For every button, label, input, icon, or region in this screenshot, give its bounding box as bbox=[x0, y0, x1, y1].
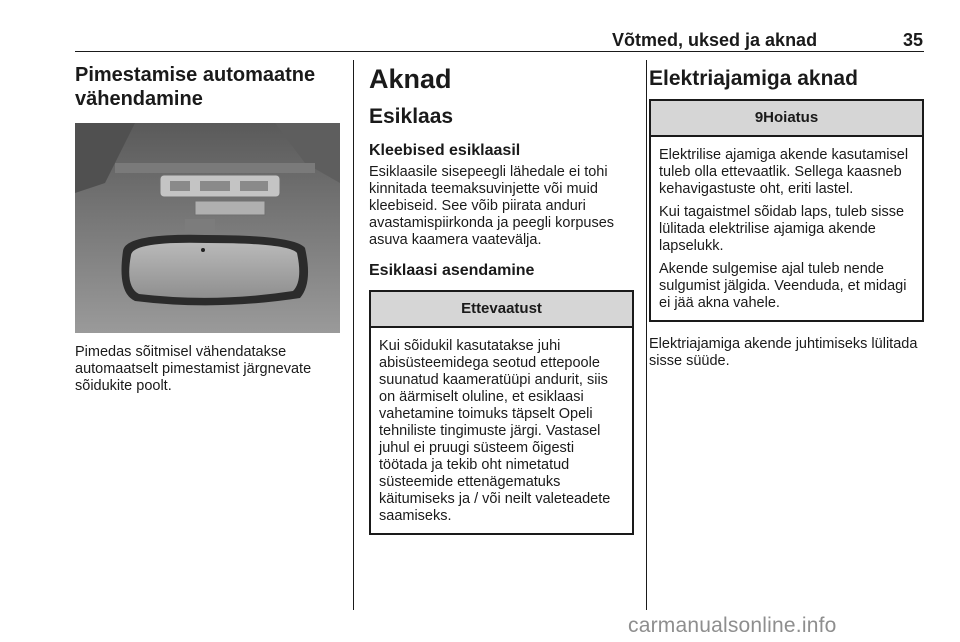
subheading-windscreen: Esiklaas bbox=[369, 105, 454, 128]
warning-paragraph: Kui tagaistmel sõidab laps, tuleb sisse lülitada elektrilise ajamiga akende lapselukk. bbox=[659, 204, 905, 254]
warning-title: Hoiatus bbox=[763, 109, 819, 126]
chapter-heading-windows: Aknad bbox=[369, 64, 452, 94]
page-number: 35 bbox=[902, 30, 923, 50]
header-title: Võtmed, uksed ja aknad bbox=[612, 30, 818, 50]
warning-paragraph: Elektrilise ajamiga akende kasutamisel tuleb olla ettevaatlik. Sellega kaasneb kehavigastuste oht, eriti lastel. bbox=[659, 147, 909, 197]
mirror-illustration bbox=[75, 123, 340, 333]
warning-header bbox=[651, 101, 922, 137]
watermark: carmanualsonline.info bbox=[628, 614, 837, 637]
warning-triangle-icon: 9 bbox=[754, 109, 764, 126]
rear-view-mirror-photo bbox=[75, 123, 340, 333]
caution-box bbox=[369, 290, 634, 535]
column-left bbox=[75, 63, 340, 395]
warning-paragraph: Akende sulgemise ajal tuleb nende sulgumist jälgida. Veenduda, et midagi ei jää akna vahele. bbox=[659, 261, 907, 311]
column-right bbox=[649, 63, 929, 370]
column-middle bbox=[369, 63, 634, 535]
heading-replacement: Esiklaasi asendamine bbox=[369, 262, 535, 279]
caution-title: Ettevaatust bbox=[371, 292, 632, 328]
stickers-body: Esiklaasile sisepeegli lähedale ei tohi kinnitada teemaksuvinjette või muid kleebiseid. See võib piirata anduri avastamispiirkonda ja peegli korpuses asuva kaamera vaatevälja. bbox=[369, 164, 615, 248]
column-divider-2 bbox=[646, 60, 647, 610]
warning-box bbox=[649, 99, 924, 322]
header-rule bbox=[75, 51, 924, 52]
caution-body: Kui sõidukil kasutatakse juhi abisüsteemidega seotud ettepoole suunatud kaameratüüpi andurit, siis on äärmiselt oluline, et esiklaasi vahetamine toimuks täpselt Opeli tehniliste tingimuste järgi. Vastasel juhul ei pruugi süsteem õigesti töötada ja tekib oht nimetatud süsteemide ettenägematuks käitumiseks ja / või neilt valeteadete saamiseks. bbox=[379, 338, 611, 524]
heading-stickers: Kleebised esiklaasil bbox=[369, 142, 521, 159]
glare-caption: Pimedas sõitmisel vähendatakse automaatselt pimestamist järgnevate sõidukite poolt. bbox=[75, 344, 312, 394]
power-windows-body: Elektriajamiga akende juhtimiseks lülitada sisse süüde. bbox=[649, 336, 918, 369]
section-heading-glare: Pimestamise automaatne vähendamine bbox=[75, 64, 316, 110]
column-divider-1 bbox=[353, 60, 354, 610]
heading-power-windows: Elektriajamiga aknad bbox=[649, 67, 858, 90]
